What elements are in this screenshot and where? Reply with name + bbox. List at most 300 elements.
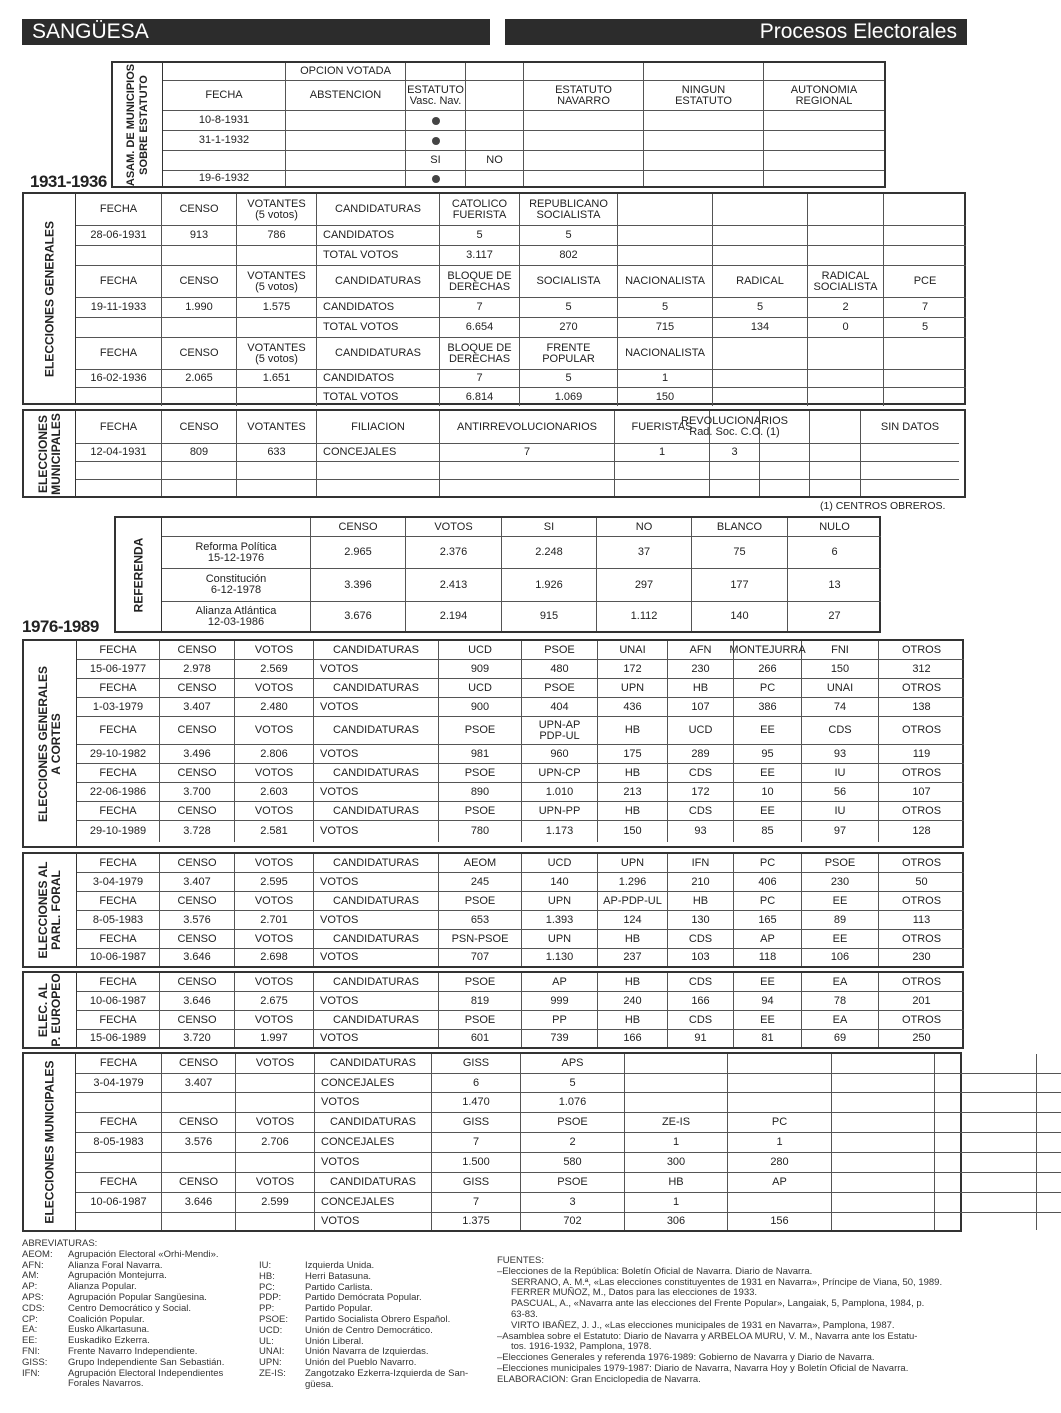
table-cell bbox=[236, 1213, 315, 1230]
side-text: ELECCIONES GENERALES A CORTES bbox=[36, 665, 63, 822]
table-cell: 124 bbox=[598, 911, 668, 930]
table-cell: 89 bbox=[802, 911, 879, 930]
table-cell bbox=[808, 338, 884, 370]
table-cell: CENSO bbox=[162, 266, 237, 298]
table-cell: BLOQUE DE DERECHAS bbox=[440, 338, 520, 370]
table-cell bbox=[713, 226, 808, 246]
table-cell bbox=[728, 1193, 832, 1213]
table-cell: UPN bbox=[598, 854, 668, 873]
table-cell: CENSO bbox=[160, 641, 235, 660]
table-cell bbox=[760, 462, 810, 480]
table-cell: RADICAL SOCIALISTA bbox=[808, 266, 884, 298]
table-cell: 27 bbox=[828, 610, 841, 622]
table-cell: APS bbox=[521, 1054, 625, 1074]
source-line: –Elecciones de la República: Boletín Oficial de Navarra. Diario de Navarra. bbox=[497, 1265, 813, 1277]
abbr-value: Izquierda Unida. bbox=[305, 1260, 375, 1271]
table-cell: UPN bbox=[598, 679, 668, 698]
abbr-key: EA: bbox=[22, 1324, 38, 1336]
table-cell: FECHA bbox=[77, 854, 160, 873]
table-cell: 5 bbox=[713, 298, 808, 318]
abbr-item bbox=[22, 1369, 252, 1391]
table-cell bbox=[644, 151, 764, 171]
table-cell bbox=[237, 462, 317, 480]
table-cell: AUTONOMIA REGIONAL bbox=[764, 81, 884, 111]
table-cell: 480 bbox=[522, 660, 598, 679]
table-cell: 12-04-1931 bbox=[76, 444, 162, 462]
table-cell bbox=[1037, 1133, 1061, 1153]
table-cell: 150 bbox=[802, 660, 879, 679]
asam-table bbox=[111, 61, 886, 188]
table-cell: TOTAL VOTOS bbox=[317, 388, 440, 406]
table-cell bbox=[832, 1213, 935, 1230]
table-cell bbox=[286, 111, 406, 131]
table-cell: UCD bbox=[439, 679, 522, 698]
table-cell: 819 bbox=[439, 992, 522, 1011]
table-cell bbox=[1037, 1054, 1061, 1074]
table-cell: CENSO bbox=[160, 802, 235, 821]
table-cell bbox=[810, 462, 861, 480]
abbr-item bbox=[22, 1304, 252, 1315]
table-cell: OTROS bbox=[879, 854, 964, 873]
abbr-key: PSOE: bbox=[259, 1313, 289, 1325]
table-cell: CENSO bbox=[160, 854, 235, 873]
table-cell bbox=[406, 131, 466, 151]
table-cell bbox=[935, 1054, 1037, 1074]
table-cell: 6.814 bbox=[440, 388, 520, 406]
table-cell: HB bbox=[625, 1173, 728, 1193]
abbr-value: Unión de Centro Democrático. bbox=[305, 1324, 433, 1336]
table-cell bbox=[1037, 1153, 1061, 1173]
table-cell: 1 bbox=[625, 1193, 728, 1213]
table-cell bbox=[710, 462, 760, 480]
table-cell: CANDIDATURAS bbox=[314, 764, 439, 783]
abbr-item bbox=[22, 1250, 252, 1261]
table-cell bbox=[466, 131, 524, 151]
table-cell: REVOLUCIONARIOS Rad. Soc. C.O. (1) bbox=[710, 411, 760, 444]
table-cell: 201 bbox=[879, 992, 964, 1011]
table-cell: 172 bbox=[598, 660, 668, 679]
table-cell: VOTANTES (5 votos) bbox=[237, 266, 317, 298]
table-cell: NO bbox=[466, 151, 524, 171]
table-cell bbox=[935, 1093, 1037, 1113]
table-cell: PSOE bbox=[439, 802, 522, 821]
table-cell: NINGUN ESTATUTO bbox=[644, 81, 764, 111]
table-cell: NO bbox=[597, 518, 692, 537]
table-cell: SI bbox=[406, 151, 466, 171]
table-cell bbox=[728, 1054, 832, 1074]
table-cell: 94 bbox=[734, 992, 802, 1011]
abbr-value: Centro Democrático y Social. bbox=[68, 1302, 192, 1314]
table-cell: PSOE bbox=[522, 641, 598, 660]
table-cell: GISS bbox=[432, 1113, 521, 1133]
table-cell: PSOE bbox=[802, 854, 879, 873]
table-cell: CENSO bbox=[160, 679, 235, 698]
table-cell: 2.569 bbox=[235, 660, 314, 679]
table-cell: 210 bbox=[668, 873, 734, 892]
abbr-value: Agrupación Popular Sangüesina. bbox=[68, 1291, 207, 1303]
table-cell: 1.926 bbox=[502, 569, 597, 602]
table-cell: FECHA bbox=[77, 717, 160, 745]
table-cell bbox=[406, 111, 466, 131]
table-cell: VOTOS bbox=[314, 949, 439, 966]
table-cell: 56 bbox=[802, 783, 879, 802]
abbr-value: Unión Navarra de Izquierdas. bbox=[305, 1346, 429, 1358]
table-cell: GISS bbox=[432, 1173, 521, 1193]
table-cell: BLOQUE DE DERECHAS bbox=[440, 266, 520, 298]
table-cell: AP bbox=[522, 973, 598, 992]
table-cell: CENSO bbox=[160, 973, 235, 992]
table-cell bbox=[76, 388, 162, 406]
table-cell bbox=[644, 63, 764, 81]
euro-grid bbox=[77, 973, 962, 1047]
table-cell: 230 bbox=[668, 660, 734, 679]
table-cell: ESTATUTO NAVARRO bbox=[524, 81, 644, 111]
table-cell: CENSO bbox=[160, 930, 235, 949]
table-cell: 1.470 bbox=[432, 1093, 521, 1113]
table-cell: VOTOS bbox=[314, 660, 439, 679]
gen76-table bbox=[22, 639, 964, 848]
table-cell: VOTOS bbox=[314, 873, 439, 892]
table-cell: 6 bbox=[788, 537, 881, 569]
table-cell: OTROS bbox=[879, 717, 964, 745]
table-cell: AFN bbox=[668, 641, 734, 660]
side-text: ELECCIONES GENERALES bbox=[42, 220, 56, 377]
table-cell: 7 bbox=[440, 298, 520, 318]
table-cell: 633 bbox=[237, 444, 317, 462]
table-cell: 900 bbox=[439, 698, 522, 717]
table-cell: 3.576 bbox=[162, 1133, 236, 1153]
table-cell: 270 bbox=[520, 318, 618, 338]
table-cell: 406 bbox=[734, 873, 802, 892]
table-cell bbox=[810, 411, 861, 444]
side-text: ASAM. DE MUNICIPIOS SOBRE ESTATUTO bbox=[124, 63, 150, 186]
table-cell: 786 bbox=[237, 226, 317, 246]
table-cell: OTROS bbox=[879, 973, 964, 992]
table-cell: 5 bbox=[520, 370, 618, 388]
table-cell: CANDIDATOS bbox=[317, 226, 440, 246]
abbr-key: AFN: bbox=[22, 1259, 44, 1271]
header-right: Procesos Electorales bbox=[505, 19, 967, 45]
table-cell: FRENTE POPULAR bbox=[520, 338, 618, 370]
table-cell: 10-8-1931 bbox=[163, 111, 286, 131]
table-cell bbox=[236, 1093, 315, 1113]
table-cell: 3.407 bbox=[160, 873, 235, 892]
table-cell bbox=[884, 370, 966, 388]
table-cell: PP bbox=[522, 1011, 598, 1030]
table-cell: ANTIRREVOLUCIONARIOS bbox=[440, 411, 615, 444]
abbr-key: FNI: bbox=[22, 1345, 40, 1357]
abbr-value: Euskadiko Ezkerra. bbox=[68, 1335, 150, 1347]
table-cell: 3.646 bbox=[162, 1193, 236, 1213]
table-cell: CANDIDATURAS bbox=[314, 930, 439, 949]
table-cell: FECHA bbox=[76, 266, 162, 298]
table-cell: 702 bbox=[521, 1213, 625, 1230]
table-cell: 175 bbox=[598, 745, 668, 764]
table-cell: Reforma Política 15-12-1976 bbox=[162, 537, 311, 569]
table-cell: PC bbox=[734, 679, 802, 698]
table-cell bbox=[618, 226, 713, 246]
table-cell: CANDIDATURAS bbox=[314, 717, 439, 745]
table-cell: 2.978 bbox=[160, 660, 235, 679]
table-cell bbox=[764, 111, 884, 131]
source-line: –Elecciones Generales y referenda 1976-1989: Gobierno de Navarra y Diario de Navarra. bbox=[497, 1352, 875, 1364]
table-cell: 130 bbox=[668, 911, 734, 930]
table-cell: CONCEJALES bbox=[317, 444, 440, 462]
table-cell: 19-11-1933 bbox=[76, 298, 162, 318]
table-cell: 93 bbox=[668, 821, 734, 842]
abbr-value: Agrupación Electoral Independientes Forales Navarros. bbox=[68, 1367, 224, 1390]
table-cell bbox=[524, 131, 644, 151]
table-cell bbox=[884, 194, 966, 226]
table-cell: OTROS bbox=[879, 764, 964, 783]
abbr-title: ABREVIATURAS: bbox=[22, 1238, 98, 1249]
table-cell bbox=[832, 1054, 935, 1074]
table-cell: 93 bbox=[802, 745, 879, 764]
table-cell bbox=[524, 111, 644, 131]
table-cell bbox=[1037, 1074, 1061, 1093]
side-text: ELECCIONES MUNICIPALES bbox=[42, 1060, 56, 1224]
abbr-key: AP: bbox=[22, 1281, 38, 1293]
table-cell: VOTOS bbox=[314, 992, 439, 1011]
table-cell: 739 bbox=[522, 1030, 598, 1047]
table-cell bbox=[524, 63, 644, 81]
table-cell: 245 bbox=[439, 873, 522, 892]
table-cell: 37 bbox=[597, 537, 692, 569]
table-cell: 6 bbox=[432, 1074, 521, 1093]
table-cell: 3.117 bbox=[440, 246, 520, 266]
table-cell: UPN bbox=[522, 930, 598, 949]
table-cell bbox=[935, 1213, 1037, 1230]
table-cell bbox=[76, 1153, 162, 1173]
table-cell: VOTOS bbox=[235, 854, 314, 873]
table-cell: FECHA bbox=[76, 1054, 162, 1074]
table-cell bbox=[286, 131, 406, 151]
table-cell bbox=[861, 444, 959, 462]
table-cell bbox=[884, 338, 966, 370]
table-cell: 5 bbox=[440, 226, 520, 246]
table-cell: BLANCO bbox=[692, 518, 788, 537]
table-cell: 3.728 bbox=[160, 821, 235, 842]
table-cell: PSOE bbox=[522, 679, 598, 698]
table-cell: CDS bbox=[668, 802, 734, 821]
table-cell: FILIACION bbox=[317, 411, 440, 444]
table-cell bbox=[76, 1213, 162, 1230]
abbr-value: Coalición Popular. bbox=[68, 1313, 145, 1325]
table-cell: PSOE bbox=[521, 1113, 625, 1133]
table-cell: PSOE bbox=[439, 973, 522, 992]
table-cell: OTROS bbox=[879, 1011, 964, 1030]
abbr-key: IFN: bbox=[22, 1367, 40, 1379]
table-cell: 2.706 bbox=[236, 1133, 315, 1153]
table-cell: 103 bbox=[668, 949, 734, 966]
table-cell bbox=[76, 1093, 162, 1113]
table-cell: FECHA bbox=[76, 338, 162, 370]
table-cell: 7 bbox=[440, 370, 520, 388]
table-cell: RADICAL bbox=[713, 266, 808, 298]
table-cell: FECHA bbox=[76, 1113, 162, 1133]
table-cell bbox=[286, 151, 406, 171]
table-cell: 2.675 bbox=[235, 992, 314, 1011]
table-cell: VOTOS bbox=[314, 698, 439, 717]
table-cell: VOTOS bbox=[314, 911, 439, 930]
table-cell: FECHA bbox=[77, 764, 160, 783]
table-cell bbox=[832, 1153, 935, 1173]
table-cell: CENSO bbox=[162, 411, 237, 444]
table-cell: VOTOS bbox=[235, 892, 314, 911]
table-cell: EE bbox=[734, 973, 802, 992]
table-cell: 3 bbox=[521, 1193, 625, 1213]
table-cell: CANDIDATURAS bbox=[314, 854, 439, 873]
table-cell bbox=[808, 246, 884, 266]
table-cell: 715 bbox=[618, 318, 713, 338]
abbr-col2 bbox=[259, 1261, 489, 1391]
table-cell: CONCEJALES bbox=[315, 1193, 432, 1213]
table-cell bbox=[406, 63, 466, 81]
table-cell: 1 bbox=[615, 444, 710, 462]
era-1931-1936: 1931-1936 bbox=[30, 172, 107, 191]
table-cell: 3 bbox=[710, 444, 760, 462]
table-cell bbox=[317, 462, 440, 480]
table-cell bbox=[644, 131, 764, 151]
table-cell: 50 bbox=[879, 873, 964, 892]
table-cell: 2.194 bbox=[406, 602, 502, 631]
table-cell: 172 bbox=[668, 783, 734, 802]
table-cell: OTROS bbox=[879, 641, 964, 660]
table-cell: EE bbox=[734, 717, 802, 745]
table-cell: 1.112 bbox=[597, 602, 692, 631]
table-cell: 300 bbox=[625, 1153, 728, 1173]
side-label bbox=[24, 641, 77, 846]
mun76-table bbox=[22, 1052, 962, 1232]
side-label bbox=[24, 194, 76, 403]
table-cell bbox=[810, 444, 861, 462]
table-cell: VOTOS bbox=[236, 1113, 315, 1133]
table-cell: 107 bbox=[879, 783, 964, 802]
table-cell: 1.651 bbox=[237, 370, 317, 388]
table-cell bbox=[713, 246, 808, 266]
side-label bbox=[113, 63, 163, 186]
table-cell: 166 bbox=[668, 992, 734, 1011]
abbr-item bbox=[259, 1293, 489, 1304]
table-cell: VOTOS bbox=[235, 930, 314, 949]
table-cell bbox=[1037, 1113, 1061, 1133]
table-cell bbox=[162, 480, 237, 496]
table-cell: 106 bbox=[802, 949, 879, 966]
dot-icon bbox=[432, 175, 440, 183]
abbr-value: Partido Popular. bbox=[305, 1303, 373, 1315]
table-cell bbox=[810, 480, 861, 496]
table-cell: VOTANTES (5 votos) bbox=[237, 338, 317, 370]
table-cell: 280 bbox=[728, 1153, 832, 1173]
table-cell: CANDIDATURAS bbox=[317, 338, 440, 370]
table-cell: PCE bbox=[884, 266, 966, 298]
table-cell: 140 bbox=[522, 873, 598, 892]
table-cell: 1.375 bbox=[432, 1213, 521, 1230]
table-cell: 15-06-1989 bbox=[77, 1030, 160, 1047]
table-cell: AP bbox=[734, 930, 802, 949]
table-cell: 909 bbox=[439, 660, 522, 679]
table-cell: FNI bbox=[802, 641, 879, 660]
table-cell bbox=[713, 338, 808, 370]
table-cell: EE bbox=[802, 892, 879, 911]
table-cell bbox=[728, 1093, 832, 1113]
abbr-key: UPN: bbox=[259, 1357, 282, 1369]
abbr-value: Alianza Popular. bbox=[68, 1281, 137, 1293]
abbr-value: Partido Carlista. bbox=[305, 1281, 373, 1293]
dot-icon bbox=[432, 137, 440, 145]
table-cell bbox=[644, 111, 764, 131]
table-cell bbox=[162, 518, 311, 537]
table-cell: CANDIDATURAS bbox=[314, 641, 439, 660]
table-cell: ABSTENCION bbox=[286, 81, 406, 111]
table-cell: 95 bbox=[734, 745, 802, 764]
gen31-grid bbox=[76, 194, 964, 403]
table-cell: HB bbox=[598, 764, 668, 783]
table-cell: PC bbox=[728, 1113, 832, 1133]
table-cell: CANDIDATURAS bbox=[315, 1113, 432, 1133]
table-cell: CDS bbox=[668, 973, 734, 992]
abbreviations-2 bbox=[259, 1261, 489, 1391]
table-cell: 230 bbox=[912, 951, 931, 963]
table-cell bbox=[76, 246, 162, 266]
table-cell: VOTOS bbox=[315, 1213, 432, 1230]
table-cell: TOTAL VOTOS bbox=[317, 318, 440, 338]
table-cell bbox=[1037, 1193, 1061, 1213]
side-text: REFERENDA bbox=[131, 537, 145, 612]
side-text: ELEC. AL P. EUROPEO bbox=[36, 973, 63, 1047]
table-cell: 7 bbox=[440, 444, 615, 462]
table-cell: 1-03-1979 bbox=[77, 698, 160, 717]
table-cell: UCD bbox=[668, 717, 734, 745]
table-cell: PSOE bbox=[439, 1011, 522, 1030]
table-cell: 1.500 bbox=[432, 1153, 521, 1173]
table-cell: 10 bbox=[734, 783, 802, 802]
table-cell: 1.997 bbox=[235, 1030, 314, 1047]
gen76-grid bbox=[77, 641, 962, 846]
table-cell: EE bbox=[802, 930, 879, 949]
table-cell bbox=[625, 1074, 728, 1093]
table-cell: CENSO bbox=[311, 518, 406, 537]
table-cell bbox=[935, 1074, 1037, 1093]
table-cell bbox=[728, 1074, 832, 1093]
table-cell: CENSO bbox=[160, 764, 235, 783]
table-cell: FECHA bbox=[77, 930, 160, 949]
ref-grid bbox=[162, 518, 879, 631]
table-cell: 5 bbox=[618, 298, 713, 318]
table-cell: 2.806 bbox=[235, 745, 314, 764]
table-cell: HB bbox=[598, 802, 668, 821]
table-cell: 28-06-1931 bbox=[76, 226, 162, 246]
abbr-value: Eusko Alkartasuna. bbox=[68, 1324, 150, 1336]
table-cell: 981 bbox=[439, 745, 522, 764]
table-cell bbox=[440, 480, 615, 496]
abbr-key: EE: bbox=[22, 1335, 38, 1347]
table-cell: VOTOS bbox=[315, 1153, 432, 1173]
table-cell bbox=[237, 480, 317, 496]
abbr-key: AM: bbox=[22, 1270, 39, 1282]
table-cell: VOTOS bbox=[314, 821, 439, 842]
table-cell: GISS bbox=[432, 1054, 521, 1074]
table-cell: PSOE bbox=[521, 1173, 625, 1193]
table-cell: TOTAL VOTOS bbox=[317, 246, 440, 266]
table-cell bbox=[710, 480, 760, 496]
table-cell: 5 bbox=[884, 318, 966, 338]
table-cell bbox=[76, 318, 162, 338]
table-cell: 297 bbox=[597, 569, 692, 602]
table-cell: 213 bbox=[598, 783, 668, 802]
table-cell bbox=[236, 1153, 315, 1173]
abbr-item bbox=[259, 1272, 489, 1283]
